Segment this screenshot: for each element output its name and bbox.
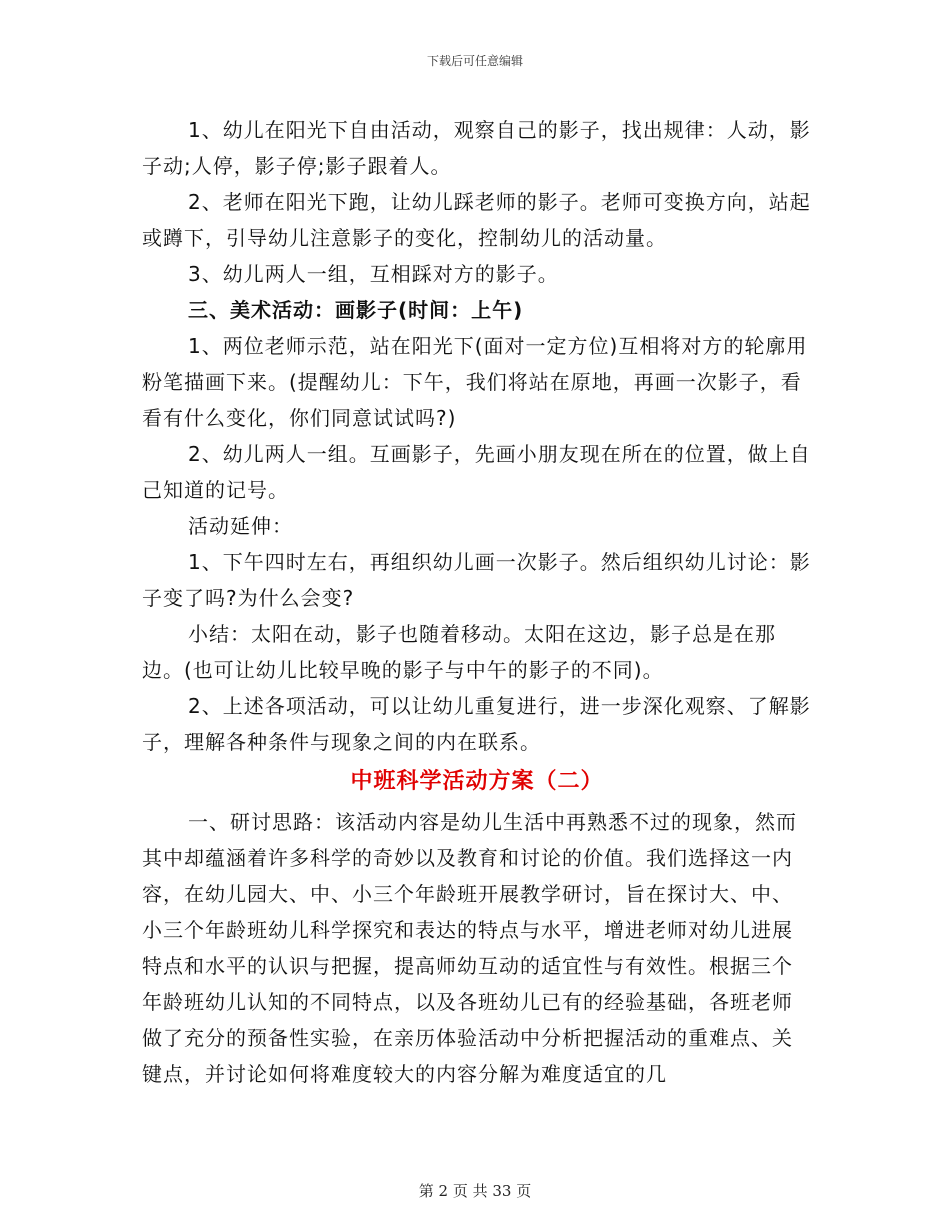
paragraph-summary: 小结：太阳在动，影子也随着移动。太阳在这边，影子总是在那边。(也可让幼儿比较早晚的影子与中午的影子的不同)。 — [142, 622, 776, 682]
paragraph-art-step-1: 1、两位老师示范，站在阳光下(面对一定方位)互相将对方的轮廓用粉笔描画下来。(提醒幼儿：下午，我们将站在原地，再画一次影子，看看有什么变化，你们同意试试吗?) — [142, 334, 808, 430]
page-header: 下载后可任意编辑 — [426, 54, 523, 68]
section-heading-art-activity: 三、美术活动：画影子(时间：上午) — [188, 298, 524, 322]
document-body — [142, 112, 812, 1092]
page-footer: 第 2 页 共 33 页 — [418, 1182, 532, 1200]
paragraph-step-1: 1、幼儿在阳光下自由活动，观察自己的影子，找出规律：人动，影子动;人停，影子停;影子跟着人。 — [142, 118, 811, 178]
paragraph-step-3: 3、幼儿两人一组，互相踩对方的影子。 — [188, 262, 559, 286]
paragraph-art-step-2: 2、幼儿两人一组。互画影子，先画小朋友现在所在的位置，做上自己知道的记号。 — [142, 442, 811, 502]
paragraph-research-idea: 一、研讨思路：该活动内容是幼儿生活中再熟悉不过的现象，然而其中却蕴涵着许多科学的奇妙以及教育和讨论的价值。我们选择这一内容，在幼儿园大、中、小三个年龄班开展教学研讨，旨在探讨大、中、小三个年龄班幼儿科学探究和表达的特点与水平，增进老师对幼儿进展特点和水平的认识与把握，提高师幼互动的适宜性与有效性。根据三个年龄班幼儿认知的不同特点，以及各班幼儿已有的经验基础，各班老师做了充分的预备性实验，在亲历体验活动中分析把握活动的重难点、关键点，并讨论如何将难度较大的内容分解为难度适宜的几 — [142, 810, 797, 1086]
paragraph-extension-1: 1、下午四时左右，再组织幼儿画一次影子。然后组织幼儿讨论：影子变了吗?为什么会变? — [142, 550, 811, 610]
activity-extension-label: 活动延伸： — [188, 514, 293, 538]
section-title: 中班科学活动方案（二） — [350, 769, 604, 794]
paragraph-extension-2: 2、上述各项活动，可以让幼儿重复进行，进一步深化观察、了解影子，理解各种条件与现象之间的内在联系。 — [142, 694, 811, 754]
paragraph-step-2: 2、老师在阳光下跑，让幼儿踩老师的影子。老师可变换方向，站起或蹲下，引导幼儿注意影子的变化，控制幼儿的活动量。 — [142, 190, 811, 250]
